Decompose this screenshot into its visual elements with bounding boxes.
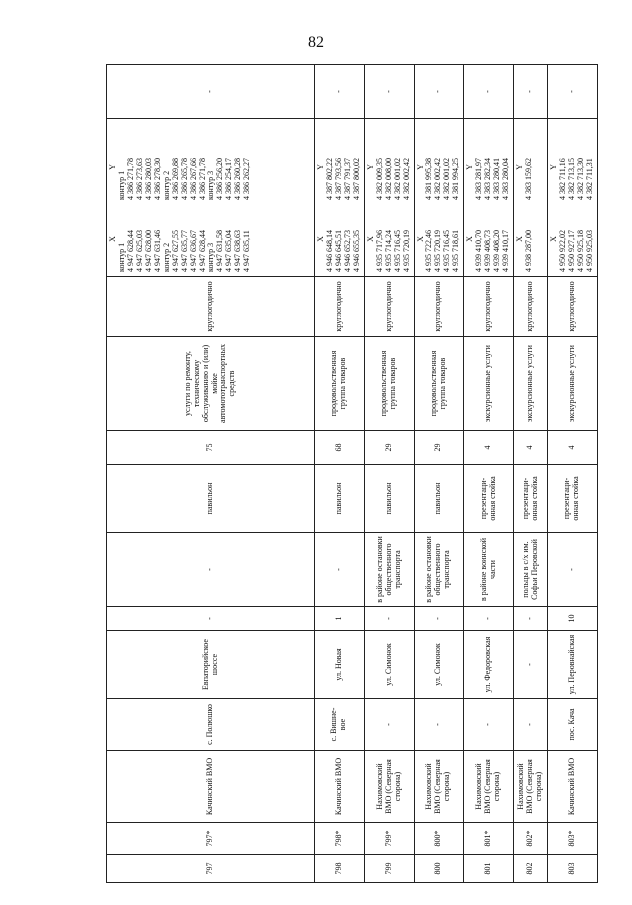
coord-value: Y <box>365 164 375 170</box>
coord-value: Y <box>549 164 559 170</box>
cell-object-type: презентаци-онная стойка <box>548 465 598 533</box>
cell-period: круглогодично <box>315 277 365 337</box>
cell-landmark: польцы в с/х им. Софьи Перовской <box>514 533 548 607</box>
coord-value: 4 939 408,73 <box>483 230 493 272</box>
table-row <box>414 65 464 883</box>
coord-value: 4 935 717,96 <box>374 230 384 272</box>
cell-street: - <box>514 631 548 699</box>
coords-x-column <box>109 206 252 272</box>
coords-x-column <box>367 206 412 272</box>
cell-num2: 797* <box>107 823 315 855</box>
coord-value: контур 1 <box>116 242 126 272</box>
cell-district: Нахимовский ВМО (Северная сторона) <box>464 751 514 823</box>
coord-value: 4 382 711,31 <box>584 158 594 200</box>
cell-locality: - <box>464 699 514 751</box>
cell-num: 802 <box>514 855 548 883</box>
coords-x-column <box>317 206 362 272</box>
cell-period: круглогодично <box>364 277 414 337</box>
cell-district: Нахимовский ВМО (Северная сторона) <box>414 751 464 823</box>
cell-num: 800 <box>414 855 464 883</box>
cell-specialization: экскурсионные услуги <box>464 337 514 431</box>
coord-value: Y <box>465 164 475 170</box>
coord-value: 4 386 280,03 <box>143 158 153 200</box>
coord-value: контур 2 <box>161 242 171 272</box>
coords-x-column <box>417 206 462 272</box>
coord-value: 4 935 718,61 <box>451 230 461 272</box>
coord-value: 4 947 628,00 <box>143 230 153 272</box>
cell-extra: - <box>414 65 464 119</box>
coord-value: 4 939 410,70 <box>474 230 484 272</box>
table-row <box>548 65 598 883</box>
table-row <box>364 65 414 883</box>
coord-value: 4 387 802,22 <box>324 158 334 200</box>
coord-value: X <box>465 236 475 242</box>
objects-table <box>106 64 598 883</box>
coord-value: 4 387 793,56 <box>333 158 343 200</box>
cell-house: 1 <box>315 607 365 631</box>
coord-value: 4 947 625,03 <box>134 230 144 272</box>
cell-extra: - <box>107 65 315 119</box>
cell-num: 803 <box>548 855 598 883</box>
coord-value: 4 387 791,37 <box>342 158 352 200</box>
cell-coordinates <box>364 119 414 277</box>
coord-value: 4 381 994,25 <box>451 158 461 200</box>
coord-value: Y <box>316 164 325 170</box>
coord-value: X <box>365 236 375 242</box>
coord-value: 4 950 927,17 <box>566 230 576 272</box>
coord-value: 4 950 925,18 <box>575 230 585 272</box>
coord-value: 4 947 631,46 <box>152 230 162 272</box>
coord-value: Y <box>415 164 425 170</box>
rotated-table-frame <box>106 65 594 883</box>
coord-value: 4 947 627,55 <box>170 230 180 272</box>
coord-value: 4 386 267,66 <box>188 158 198 200</box>
cell-coordinates <box>315 119 365 277</box>
cell-locality: пос. Кача <box>548 699 598 751</box>
cell-street: ул. Перовнайская <box>548 631 598 699</box>
coord-value: 4 381 995,38 <box>424 158 434 200</box>
coords-y-column <box>317 134 362 200</box>
table-row <box>464 65 514 883</box>
cell-coordinates <box>514 119 548 277</box>
coord-value: 4 383 280,41 <box>492 158 502 200</box>
cell-coordinates <box>548 119 598 277</box>
coord-value: X <box>515 236 525 242</box>
coord-value: 4 935 716,45 <box>442 230 452 272</box>
cell-street: ул. Симонок <box>414 631 464 699</box>
coord-value: Y <box>515 164 525 170</box>
cell-house: - <box>107 607 315 631</box>
coord-value: 4 386 271,78 <box>125 158 135 200</box>
coord-value: X <box>108 236 117 242</box>
cell-object-type: павильон <box>364 465 414 533</box>
coord-value: 4 950 922,02 <box>558 230 568 272</box>
coord-value: 4 947 628,44 <box>125 230 135 272</box>
cell-landmark: в районе остановки общественного транспорта <box>364 533 414 607</box>
cell-district: Качинский ВМО <box>107 751 315 823</box>
coord-value: 4 935 716,45 <box>392 230 402 272</box>
coords-y-column <box>466 134 511 200</box>
cell-coordinates <box>464 119 514 277</box>
coord-value: 4 383 159,62 <box>524 158 534 200</box>
coord-value: 4 935 714,24 <box>383 230 393 272</box>
coord-value: 4 383 280,04 <box>501 158 511 200</box>
cell-street: ул. Федоровская <box>464 631 514 699</box>
cell-specialization: экскурсионные услуги <box>514 337 548 431</box>
cell-period: круглогодично <box>414 277 464 337</box>
cell-landmark: - <box>107 533 315 607</box>
cell-num: 799 <box>364 855 414 883</box>
coord-value: 4 386 271,78 <box>197 158 207 200</box>
cell-specialization: экскурсионные услуги <box>548 337 598 431</box>
coords-y-column <box>417 134 462 200</box>
cell-specialization: услуги по ремонту, техническому обслуживанию и (или) мойке автомототранспортных средств <box>107 337 315 431</box>
coord-value: 4 950 925,03 <box>584 230 594 272</box>
table-row <box>315 65 365 883</box>
cell-extra: - <box>548 65 598 119</box>
coord-value: 4 935 720,19 <box>433 230 443 272</box>
cell-object-type: презентаци-онная стойка <box>464 465 514 533</box>
coord-value: 4 947 631,58 <box>215 230 225 272</box>
coord-value: 4 947 638,63 <box>233 230 243 272</box>
cell-extra: - <box>364 65 414 119</box>
cell-house: - <box>464 607 514 631</box>
cell-district: Нахимовский ВМО (Северная сторона) <box>364 751 414 823</box>
coord-value: X <box>316 236 325 242</box>
cell-extra: - <box>315 65 365 119</box>
cell-object-type: презентаци-онная стойка <box>514 465 548 533</box>
coord-value: X <box>415 236 425 242</box>
coords-y-column <box>367 134 412 200</box>
coord-value: 4 947 636,67 <box>188 230 198 272</box>
cell-district: Качинский ВМО <box>548 751 598 823</box>
cell-area: 4 <box>464 431 514 465</box>
cell-period: круглогодично <box>464 277 514 337</box>
cell-extra: - <box>464 65 514 119</box>
cell-period: круглогодично <box>514 277 548 337</box>
coord-value: Y <box>108 164 117 170</box>
coord-value: 4 946 652,73 <box>342 230 352 272</box>
coord-value: 4 947 628,44 <box>197 230 207 272</box>
coord-value: 4 382 008,00 <box>383 158 393 200</box>
cell-landmark: в районе воинской части <box>464 533 514 607</box>
coord-value: контур 2 <box>161 170 171 200</box>
cell-street: ул. Новая <box>315 631 365 699</box>
coord-value: 4 935 720,19 <box>401 230 411 272</box>
coord-value: 4 386 265,78 <box>179 158 189 200</box>
coord-value: 4 382 713,15 <box>566 158 576 200</box>
cell-area: 29 <box>414 431 464 465</box>
coord-value: 4 382 713,30 <box>575 158 585 200</box>
coord-value: 4 947 635,77 <box>179 230 189 272</box>
coord-value: 4 386 256,20 <box>215 158 225 200</box>
cell-coordinates <box>107 119 315 277</box>
cell-area: 75 <box>107 431 315 465</box>
cell-num2: 800* <box>414 823 464 855</box>
cell-object-type: павильон <box>414 465 464 533</box>
coord-value: 4 386 260,28 <box>233 158 243 200</box>
cell-num: 797 <box>107 855 315 883</box>
cell-locality: - <box>514 699 548 751</box>
coord-value: 4 382 002,42 <box>433 158 443 200</box>
cell-area: 68 <box>315 431 365 465</box>
cell-landmark: в районе остановки общественного транспорта <box>414 533 464 607</box>
coords-x-column <box>550 206 595 272</box>
cell-street: ул. Симонок <box>364 631 414 699</box>
coord-value: 4 387 800,02 <box>351 158 361 200</box>
coord-value: 4 382 001,02 <box>442 158 452 200</box>
cell-district: Качинский ВМО <box>315 751 365 823</box>
table-row <box>514 65 548 883</box>
coord-value: 4 386 278,30 <box>152 158 162 200</box>
cell-area: 4 <box>548 431 598 465</box>
cell-num: 801 <box>464 855 514 883</box>
coord-value: 4 939 408,20 <box>492 230 502 272</box>
cell-locality: - <box>414 699 464 751</box>
table-row <box>107 65 315 883</box>
cell-house: 10 <box>548 607 598 631</box>
cell-house: - <box>514 607 548 631</box>
coord-value: 4 383 282,34 <box>483 158 493 200</box>
cell-locality: - <box>364 699 414 751</box>
cell-locality: с. Вишне-вое <box>315 699 365 751</box>
coords-y-column <box>550 134 595 200</box>
coord-value: X <box>549 236 559 242</box>
coord-value: контур 1 <box>116 170 126 200</box>
cell-area: 4 <box>514 431 548 465</box>
coord-value: 4 935 722,46 <box>424 230 434 272</box>
coord-value: 4 939 410,17 <box>501 230 511 272</box>
cell-street: Евпаторийское шоссе <box>107 631 315 699</box>
coord-value: 4 386 262,27 <box>242 158 252 200</box>
cell-specialization: продовольственная группа товаров <box>414 337 464 431</box>
cell-num2: 802* <box>514 823 548 855</box>
cell-coordinates <box>414 119 464 277</box>
coord-value: 4 382 009,35 <box>374 158 384 200</box>
coord-value: 4 386 269,88 <box>170 158 180 200</box>
coord-value: 4 938 287,00 <box>524 230 534 272</box>
cell-house: - <box>364 607 414 631</box>
coord-value: 4 382 001,02 <box>392 158 402 200</box>
coords-x-column <box>516 206 534 272</box>
cell-num2: 798* <box>315 823 365 855</box>
cell-extra: - <box>514 65 548 119</box>
coord-value: контур 3 <box>206 242 216 272</box>
coord-value: контур 3 <box>206 170 216 200</box>
page-number: 82 <box>308 34 324 51</box>
coords-y-column <box>516 134 534 200</box>
coord-value: 4 947 635,04 <box>224 230 234 272</box>
cell-landmark: - <box>548 533 598 607</box>
coord-value: 4 382 711,16 <box>558 158 568 200</box>
coord-value: 4 386 273,63 <box>134 158 144 200</box>
cell-specialization: продовольственная группа товаров <box>315 337 365 431</box>
coord-value: 4 947 635,11 <box>242 230 252 272</box>
coord-value: 4 386 254,17 <box>224 158 234 200</box>
coord-value: 4 383 281,97 <box>474 158 484 200</box>
rotated-table <box>106 65 594 883</box>
cell-num: 798 <box>315 855 365 883</box>
cell-locality: с. Полюшко <box>107 699 315 751</box>
cell-house: - <box>414 607 464 631</box>
cell-num2: 799* <box>364 823 414 855</box>
coord-value: 4 946 655,35 <box>351 230 361 272</box>
cell-district: Нахимовский ВМО (Северная сторона) <box>514 751 548 823</box>
coord-value: 4 946 648,14 <box>324 230 334 272</box>
cell-period: круглогодично <box>107 277 315 337</box>
cell-object-type: павильон <box>315 465 365 533</box>
coords-x-column <box>466 206 511 272</box>
cell-area: 29 <box>364 431 414 465</box>
cell-num2: 803* <box>548 823 598 855</box>
cell-num2: 801* <box>464 823 514 855</box>
coords-y-column <box>109 134 252 200</box>
cell-specialization: продовольственная группа товаров <box>364 337 414 431</box>
cell-object-type: павильон <box>107 465 315 533</box>
coord-value: 4 946 645,51 <box>333 230 343 272</box>
coord-value: 4 382 002,42 <box>401 158 411 200</box>
cell-landmark: - <box>315 533 365 607</box>
cell-period: круглогодично <box>548 277 598 337</box>
